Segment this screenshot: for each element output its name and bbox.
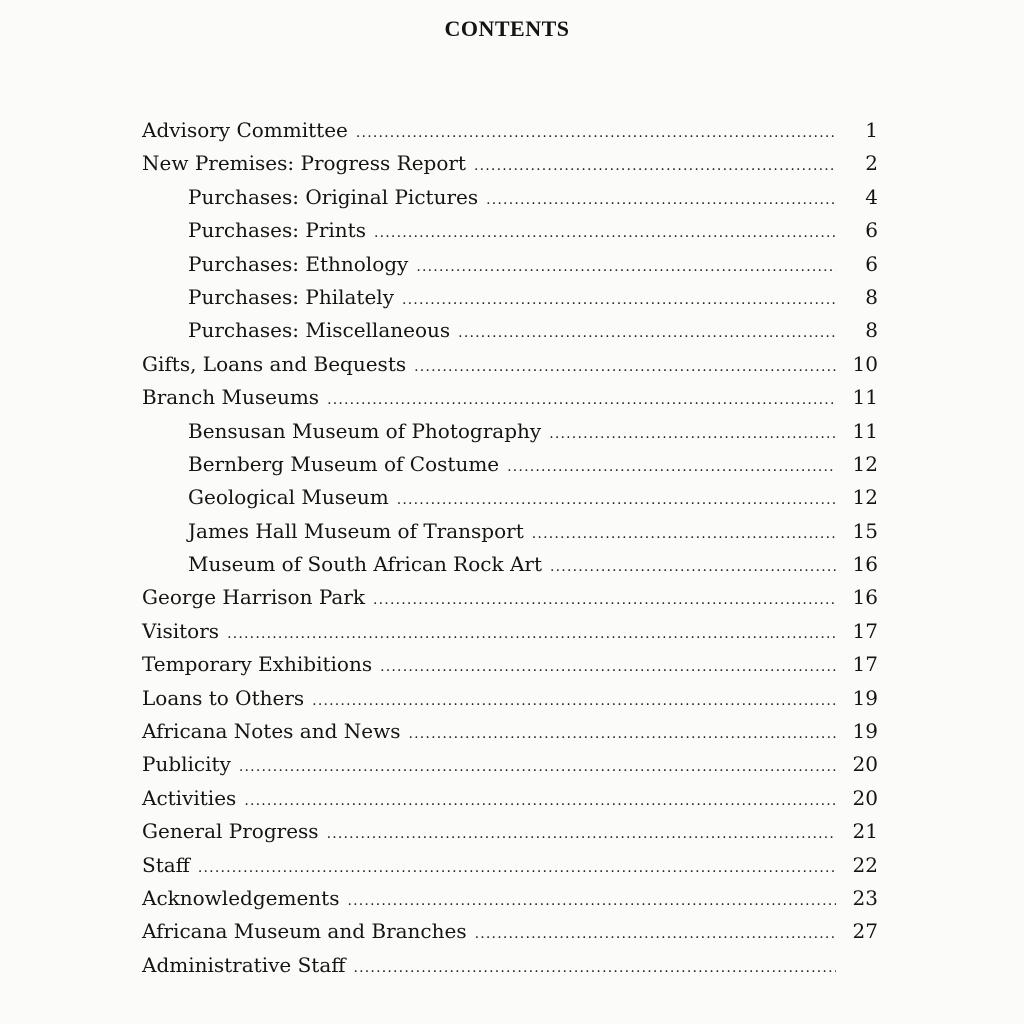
toc-entry-label: Advisory Committee (142, 118, 348, 142)
toc-entry-label: New Premises: Progress Report (142, 151, 466, 176)
dot-leader (402, 284, 836, 317)
toc-entry-label: Visitors (142, 618, 220, 643)
toc-entry (142, 281, 878, 314)
toc-entry (142, 548, 878, 581)
toc-entry (142, 782, 878, 815)
toc-entry (142, 481, 878, 514)
toc-entry-label: Bensusan Museum of Photography (188, 418, 542, 443)
dot-leader (353, 952, 836, 985)
toc-entry-label: James Hall Museum of Transport (188, 518, 524, 543)
toc-entry (142, 214, 878, 247)
toc-entry-page-number: 15 (852, 518, 878, 543)
toc-entry (142, 114, 878, 147)
dot-leader (397, 484, 836, 517)
toc-entry-page-number: 16 (852, 552, 878, 577)
toc-entry-label: Bernberg Museum of Costume (188, 451, 500, 476)
toc-entry-page-number: 17 (852, 652, 878, 677)
toc-entry (142, 815, 878, 848)
toc-entry (142, 515, 878, 548)
toc-entry (142, 147, 878, 180)
toc-entry-page-number: 10 (852, 351, 878, 376)
toc-entry-label: Acknowledgements (142, 885, 340, 910)
dot-leader (373, 584, 836, 617)
toc-entry-page-number: 19 (852, 685, 878, 710)
toc-entry-label: Geological Museum (188, 485, 389, 510)
toc-entry (142, 181, 878, 214)
dot-leader (486, 184, 836, 217)
toc-entry-label: Administrative Staff (142, 952, 346, 977)
toc-entry (142, 882, 878, 915)
toc-entry (142, 381, 878, 414)
toc-entry-label: Purchases: Original Pictures (188, 184, 479, 209)
toc-entry-label: Purchases: Ethnology (188, 251, 409, 276)
dot-leader (507, 451, 836, 484)
toc-entry-page-number: 8 (865, 284, 878, 309)
toc-entry-page-number: 6 (865, 218, 878, 243)
toc-entry-page-number: 21 (852, 819, 878, 844)
toc-entry-page-number: 20 (852, 752, 878, 777)
toc-entry-label: Temporary Exhibitions (142, 652, 373, 677)
dot-leader (414, 351, 836, 384)
toc-entry-label: Publicity (142, 752, 231, 777)
dot-leader (474, 150, 836, 183)
toc-entry (142, 949, 878, 982)
dot-leader (380, 651, 836, 684)
toc-entry (142, 348, 878, 381)
toc-entry-label: Activities (142, 785, 237, 810)
dot-leader (532, 518, 836, 551)
dot-leader (327, 818, 836, 851)
dot-leader (312, 685, 836, 718)
toc-entry-page-number: 27 (852, 919, 878, 944)
dot-leader (327, 384, 836, 417)
toc-entry-page-number: 22 (852, 852, 878, 877)
toc-entry-page-number: 12 (852, 451, 878, 476)
toc-entry-page-number: 4 (865, 184, 878, 209)
toc-entry (142, 748, 878, 781)
toc-entry-page-number: 11 (852, 385, 878, 410)
toc-entry-label: Purchases: Philately (188, 284, 394, 309)
toc-entry-label: Gifts, Loans and Bequests (142, 351, 407, 376)
dot-leader (198, 852, 836, 885)
toc-entry (142, 648, 878, 681)
toc-entry-label: Museum of South African Rock Art (188, 552, 542, 577)
toc-entry (142, 849, 878, 882)
toc-entry-page-number: 2 (865, 151, 878, 176)
toc-entry-label: Africana Museum and Branches (142, 919, 467, 944)
toc-entry (142, 248, 878, 281)
toc-entry-page-number: 19 (852, 719, 878, 744)
toc-entry (142, 581, 878, 614)
toc-entry-label: Purchases: Miscellaneous (188, 318, 451, 343)
dot-leader (374, 217, 836, 250)
contents-heading: CONTENTS (444, 16, 570, 41)
toc-entry-page-number: 16 (852, 585, 878, 610)
toc-entry-page-number: 20 (852, 785, 878, 810)
toc-entry-label: General Progress (142, 819, 319, 844)
dot-leader (475, 918, 836, 951)
toc-entry-label: Purchases: Prints (188, 218, 366, 243)
toc-entry-page-number: 17 (852, 618, 878, 643)
toc-entry-page-number: 6 (865, 251, 878, 276)
toc-entry (142, 715, 878, 748)
toc-entry (142, 682, 878, 715)
toc-entry-label: Africana Notes and News (142, 719, 401, 744)
toc-entry-label: Staff (142, 852, 190, 877)
dot-leader (244, 785, 836, 818)
dot-leader (356, 117, 836, 150)
toc-entry-page-number: 23 (852, 885, 878, 910)
toc-entry-label: Branch Museums (142, 385, 320, 410)
table-of-contents (142, 114, 878, 982)
dot-leader (239, 751, 836, 784)
toc-entry-page-number: 11 (852, 418, 878, 443)
toc-entry (142, 915, 878, 948)
toc-entry-page-number: 12 (852, 485, 878, 510)
dot-leader (416, 251, 836, 284)
toc-entry-page-number: 8 (865, 318, 878, 343)
toc-entry-page-number: 1 (865, 118, 878, 142)
toc-entry (142, 314, 878, 347)
dot-leader (458, 317, 836, 350)
dot-leader (227, 618, 836, 651)
dot-leader (408, 718, 836, 751)
dot-leader (550, 551, 836, 584)
dot-leader (549, 418, 836, 451)
toc-entry (142, 615, 878, 648)
toc-entry (142, 415, 878, 448)
toc-entry-label: Loans to Others (142, 685, 305, 710)
toc-entry-label: George Harrison Park (142, 585, 365, 610)
dot-leader (347, 885, 836, 918)
toc-entry (142, 448, 878, 481)
